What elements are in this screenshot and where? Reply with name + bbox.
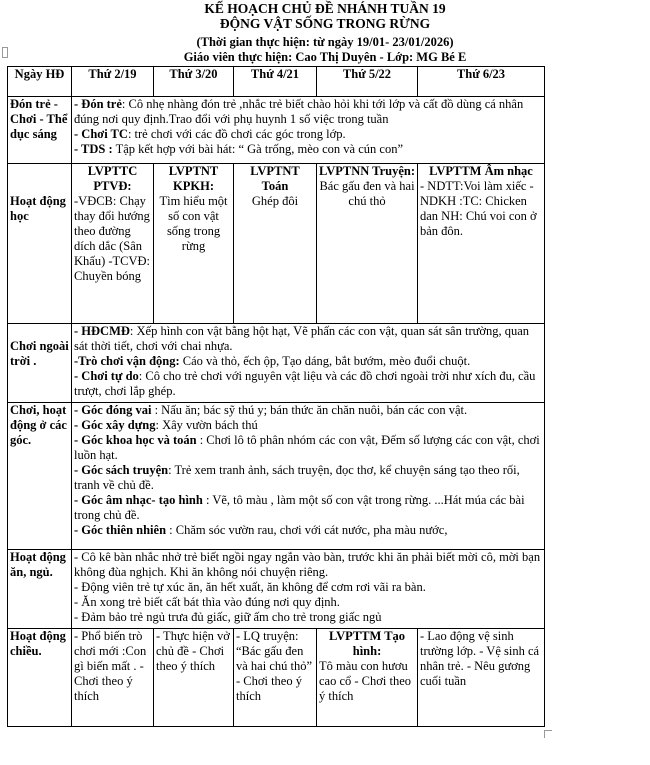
chieu-tuesday: - Thực hiện vở chủ đề - Chơi theo ý thích [154, 629, 234, 727]
goc-khoa-hoc-text: : Chơi lô tô phân nhóm các con vật, Đếm số lượng các con vật, chơi luồn hạt. [74, 433, 540, 462]
goc-xay-dung-lead: - Góc xây dựng [74, 418, 156, 432]
header-wednesday: Thứ 4/21 [234, 67, 317, 97]
goc-am-nhac-lead: - Góc âm nhạc- tạo hình [74, 493, 203, 507]
an-ngu-content [72, 550, 545, 629]
goc-thien-nhien-lead: - Góc thiên nhiên [74, 523, 167, 537]
an-ngu-item: - Cô kê bàn nhắc nhở trẻ biết ngồi ngay ngắn vào bàn, trước khi ăn phải biết mời cô, mời bạn không đùa nghịch. Khi ăn không nói chuyện riêng. [74, 550, 541, 579]
goc-xay-dung-text: : Xây vườn bách thú [155, 418, 258, 432]
hoc-friday-body: - NDTT:Voi làm xiếc -NDKH :TC: Chicken dan NH: Chú voi con ở bản đôn. [420, 179, 537, 238]
weekly-plan-table [7, 66, 545, 727]
hoc-thursday [317, 164, 418, 324]
tds-text: Tập kết hợp với bài hát: “ Gà trống, mèo con và cún con” [112, 142, 404, 156]
an-ngu-item: - Ăn xong trẻ biết cất bát thìa vào đúng nơi quy định. [74, 595, 340, 609]
row-choi-ngoai-troi [8, 324, 545, 403]
header-thursday: Thứ 5/22 [317, 67, 418, 97]
row-choi-goc [8, 403, 545, 550]
plan-teacher: Giáo viên thực hiện: Cao Thị Duyên - Lớp: MG Bé E [183, 50, 467, 64]
page-corner-mark [544, 730, 552, 738]
hdcmd-text: : Xếp hình con vật bằng hột hạt, Vẽ phấn các con vật, quan sát sân trường, quan sát thời tiết, chơi với chai nhựa. [74, 324, 530, 353]
row-label-an-ngu: Hoạt động ăn, ngủ. [8, 550, 72, 629]
header-friday: Thứ 6/23 [418, 67, 545, 97]
hoc-tuesday-body: Tìm hiểu một số con vật sống trong rừng [159, 194, 228, 253]
row-don-tre [8, 97, 545, 164]
goc-dong-vai-lead: - Góc đóng vai [74, 403, 152, 417]
row-label-choi-goc: Chơi, hoạt động ở các góc. [8, 403, 72, 550]
hoc-monday [72, 164, 154, 324]
chieu-thursday [317, 629, 418, 727]
hoc-wednesday [234, 164, 317, 324]
row-label-don-tre: Đón trẻ -Chơi - Thể dục sáng [8, 97, 72, 164]
choi-goc-content [72, 403, 545, 550]
don-tre-text: : Cô nhẹ nhàng đón trẻ ,nhắc trẻ biết chào hỏi khi tới lớp và cất đồ dùng cá nhân đúng nơi quy định.Trao đổi với phụ huynh 1 số việc trong tuần [74, 97, 524, 126]
an-ngu-item: - Động viên trẻ tự xúc ăn, ăn hết xuất, ăn không để cơm rơi vãi ra bàn. [74, 580, 426, 594]
chieu-thursday-title: LVPTTM Tạo hình: [328, 629, 406, 658]
plan-time: (Thời gian thực hiện: từ ngày 19/01- 23/01/2026) [196, 35, 454, 49]
row-chieu [8, 629, 545, 727]
choi-tc-lead: - Chơi TC [74, 127, 128, 141]
choi-tu-do-text: : Cô cho trẻ chơi với nguyên vật liệu và các đồ chơi ngoài trời như xích đu, cầu trượt, chơi lắp ghép. [74, 369, 536, 398]
hoc-thursday-title: LVPTNN Truyện: [319, 164, 415, 178]
chieu-friday: - Lao động vệ sinh trường lớp. - Vệ sinh cá nhân trẻ. - Nêu gương cuối tuần [418, 629, 545, 727]
header-tuesday: Thứ 3/20 [154, 67, 234, 97]
header-row [8, 67, 545, 97]
hoc-friday [418, 164, 545, 324]
hoc-tuesday-title: LVPTNT KPKH: [168, 164, 219, 193]
hdcmd-lead: - HĐCMĐ [74, 324, 130, 338]
tds-lead: - TDS : [74, 142, 113, 156]
row-an-ngu [8, 550, 545, 629]
choi-ngoai-troi-content [72, 324, 545, 403]
row-label-chieu: Hoạt động chiều. [8, 629, 72, 727]
hoc-tuesday [154, 164, 234, 324]
choi-tc-text: : trẻ chơi với các đồ chơi các góc trong lớp. [127, 127, 346, 141]
choi-tu-do-lead: - Chơi tự do [74, 369, 139, 383]
tcvd-lead: -Trò chơi vận động: [74, 354, 180, 368]
chieu-monday: - Phổ biến trò chơi mới :Con gì biến mất . - Chơi theo ý thích [72, 629, 154, 727]
goc-thien-nhien-text: : Chăm sóc vườn rau, chơi với cát nước, pha màu nước, [166, 523, 448, 537]
plan-title: KẾ HOẠCH CHỦ ĐỀ NHÁNH TUẦN 19 [204, 1, 446, 16]
goc-am-nhac-text: : Vẽ, tô màu , làm một số con vật trong rừng. ...Hát múa các bài trong chủ đề. [74, 493, 525, 522]
tcvd-text: Cáo và thỏ, ếch ộp, Tạo dáng, bắt bướm, mèo đuổi chuột. [179, 354, 471, 368]
hoc-monday-title: LVPTTC PTVĐ: [87, 164, 138, 193]
goc-dong-vai-text: : Nấu ăn; bác sỹ thú y; bán thức ăn chăn nuôi, bán các con vật. [151, 403, 468, 417]
hoc-monday-body: -VĐCB: Chạy thay đổi hướng theo đường dích dắc (Sân Khấu) -TCVĐ: Chuyền bóng [74, 194, 151, 283]
chieu-thursday-body: Tô màu con hươu cao cổ - Chơi theo ý thích [319, 659, 411, 703]
goc-khoa-hoc-lead: - Góc khoa học và toán [74, 433, 197, 447]
an-ngu-item: - Đảm bảo trẻ ngủ trưa đủ giấc, giữ ấm cho trẻ trong giấc ngủ [74, 610, 382, 624]
row-hoat-dong-hoc [8, 164, 545, 324]
hoc-friday-title: LVPTTM Âm nhạc [429, 164, 533, 178]
plan-theme: ĐỘNG VẬT SỐNG TRONG RỪNG [219, 16, 431, 31]
header-monday: Thứ 2/19 [72, 67, 154, 97]
goc-sach-truyen-lead: - Góc sách truyện [74, 463, 169, 477]
chieu-wednesday: - LQ truyện: “Bác gấu đen và hai chú thỏ” - Chơi theo ý thích [234, 629, 317, 727]
hoc-wednesday-body: Ghép đôi [251, 194, 299, 208]
goc-sach-truyen-text: : Trẻ xem tranh ảnh, sách truyện, đọc thơ, kể chuyện sáng tạo theo rối, tranh về chủ đề. [74, 463, 520, 492]
row-label-choi-ngoai-troi: Chơi ngoài trời . [8, 324, 72, 403]
don-tre-content [72, 97, 545, 164]
hoc-wednesday-title: LVPTNT Toán [250, 164, 300, 193]
header-day-label: Ngày HĐ [8, 67, 72, 97]
don-tre-lead: - Đón trẻ [74, 97, 122, 111]
hoc-thursday-body: Bác gấu đen và hai chú thỏ [319, 179, 415, 208]
row-label-hoat-dong-hoc: Hoạt động học [8, 164, 72, 324]
paragraph-marker [2, 47, 8, 58]
